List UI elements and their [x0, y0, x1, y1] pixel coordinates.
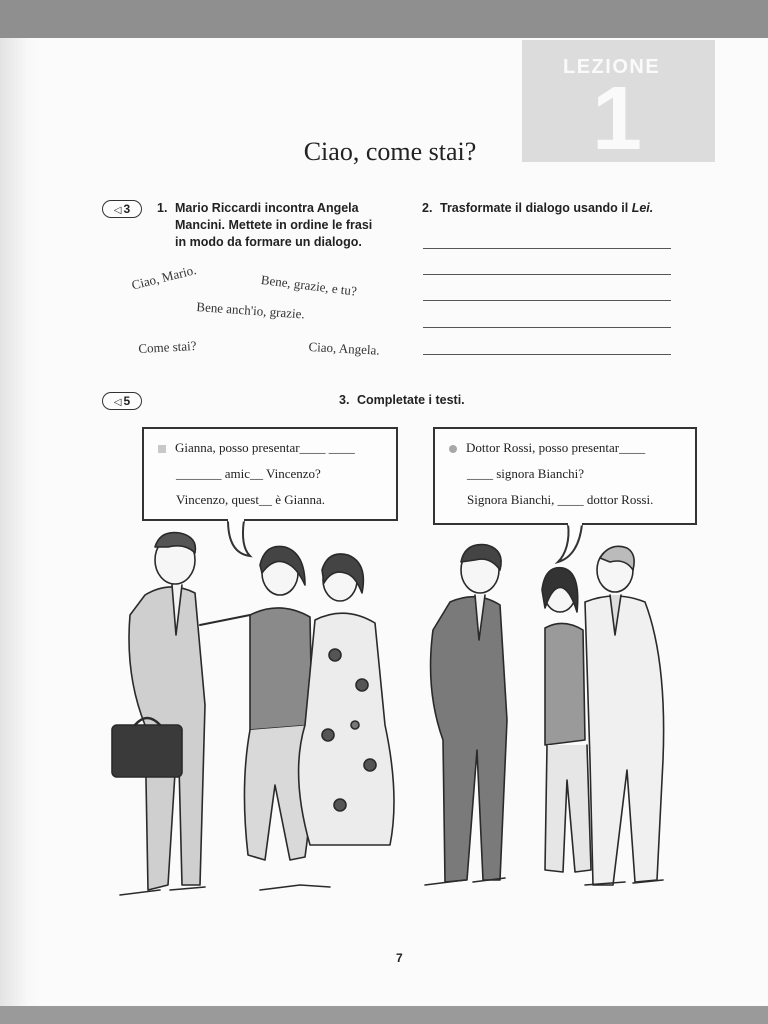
bubble-line[interactable]: ____ signora Bianchi?: [467, 466, 584, 481]
exercise-1-instructions: [157, 200, 415, 251]
dialogue-phrase: Ciao, Angela.: [308, 339, 381, 358]
track-number: 5: [123, 394, 131, 408]
page-spine-shadow: [0, 38, 40, 1006]
illustration-introductions-formal: [405, 540, 680, 910]
instruction-line: Mario Riccardi incontra Angela: [175, 201, 359, 215]
answer-line[interactable]: [423, 354, 671, 355]
instruction-line: in modo da formare un dialogo.: [175, 235, 362, 249]
lesson-label: LEZIONE: [563, 56, 661, 78]
speech-bubble-left: [142, 427, 398, 521]
illustration-introductions-informal: [100, 525, 400, 925]
lesson-number: 1: [592, 69, 643, 162]
bubble-line: [449, 435, 695, 461]
scan-border: [0, 1006, 768, 1024]
bubble-line[interactable]: Signora Bianchi, ____ dottor Rossi.: [467, 492, 654, 507]
instruction-line: Mancini. Mettete in ordine le frasi: [175, 218, 373, 232]
instruction-text: Trasformate il dialogo usando il: [440, 201, 629, 215]
bubble-line[interactable]: _______ amic__ Vincenzo?: [176, 466, 321, 481]
bubble-text: Dottor Rossi, posso presentar____: [466, 440, 646, 455]
exercise-number: 3.: [339, 393, 350, 407]
speaker-icon: ◁: [113, 397, 122, 408]
instruction-text: Completate i testi.: [357, 393, 465, 407]
answer-line[interactable]: [423, 300, 671, 301]
exercise-number: 2.: [422, 201, 433, 215]
speech-bubble-right: [433, 427, 697, 525]
dialogue-phrase: Come stai?: [138, 337, 197, 356]
answer-line[interactable]: [423, 248, 671, 249]
answer-line[interactable]: [423, 327, 671, 328]
round-bullet-icon: [449, 445, 457, 453]
audio-track-badge-3: [102, 200, 142, 218]
exercise-3-instructions: [339, 392, 557, 409]
audio-track-badge-5: [102, 392, 142, 410]
dialogue-phrase: Bene, grazie, e tu?: [260, 272, 358, 299]
dialogue-phrase: Ciao, Mario.: [130, 262, 198, 293]
exercise-2-instructions: [422, 200, 740, 217]
track-number: 3: [123, 202, 131, 216]
speaker-icon: ◁: [113, 205, 122, 216]
exercise-number: 1.: [157, 201, 168, 215]
lesson-header-box: [522, 40, 715, 162]
page-title: Ciao, come stai?: [303, 137, 477, 166]
dialogue-phrase: Bene anch'io, grazie.: [195, 299, 306, 322]
instruction-emphasis: Lei.: [631, 201, 654, 215]
bubble-text: Gianna, posso presentar____ ____: [175, 440, 355, 455]
bubble-line: [158, 435, 396, 461]
square-bullet-icon: [158, 445, 166, 453]
page-number: 7: [396, 951, 403, 965]
bubble-line[interactable]: Vincenzo, quest__ è Gianna.: [176, 492, 326, 507]
answer-line[interactable]: [423, 274, 671, 275]
